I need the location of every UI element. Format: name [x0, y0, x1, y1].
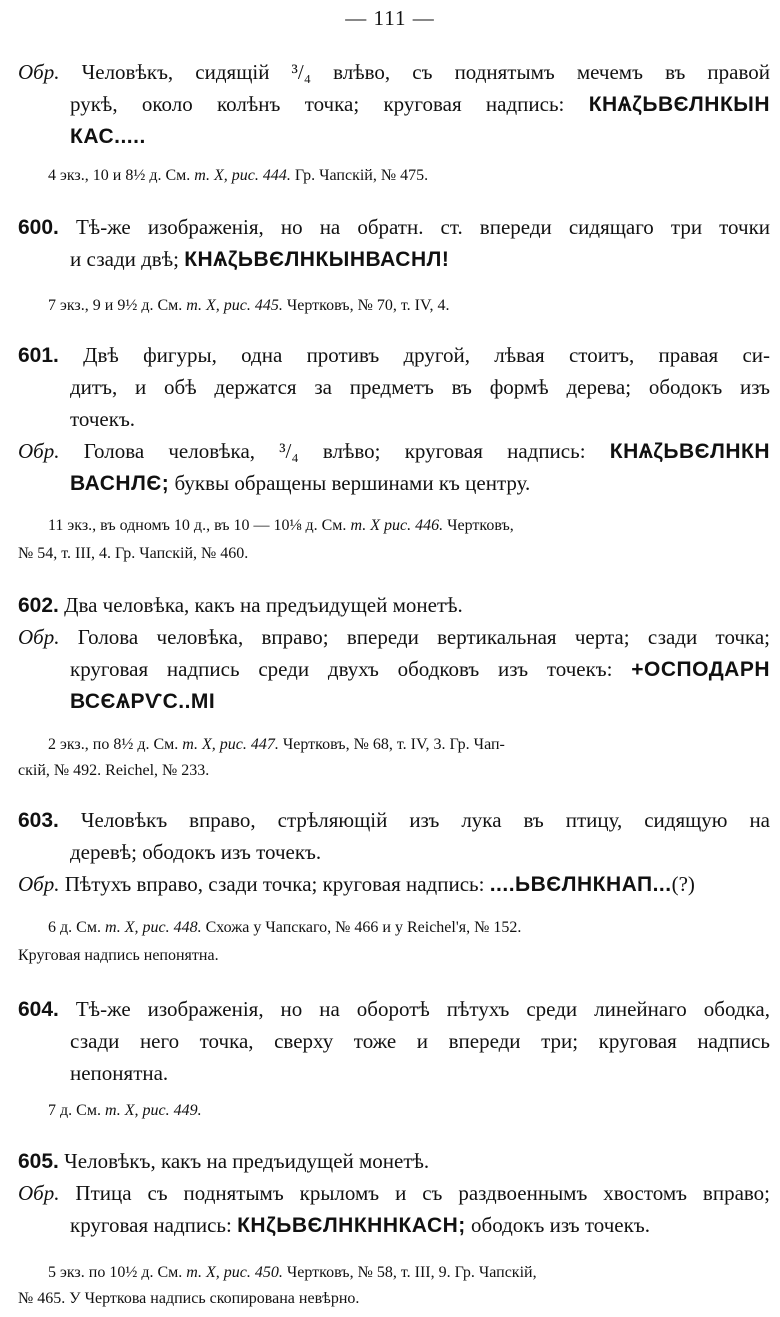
note-volume: т. X, [104, 919, 139, 936]
note-reference: № 54, т. III, 4. Гр. Чапскій, № 460. [18, 545, 249, 562]
entry-598-legend: КНѦζЬВЄЛНКЫН [588, 93, 770, 116]
entry-601-legend: КНѦζЬВЄЛНКН [609, 440, 770, 463]
note-figure: рис. 450. [223, 1264, 283, 1281]
entry-601-note [18, 512, 770, 540]
entry-601 [18, 339, 770, 499]
entry-602-text: Два человѣка, какъ на предъидущей монетѣ. [64, 593, 463, 617]
entry-605-note-2 [18, 1285, 770, 1313]
note-figure: рис. 448. [142, 919, 202, 936]
entry-598-legend-cont: КАС..... [70, 125, 146, 148]
note-volume: т. X, [186, 1264, 220, 1281]
entry-602-text-3: круговая надпись среди двухъ ободковъ изъ точекъ: [70, 657, 613, 681]
note-figure: рис. 444. [231, 167, 291, 184]
entry-number: 603. [18, 809, 59, 832]
note-text: 11 экз., въ одномъ 10 д., въ 10 — 10⅛ д. См. [48, 517, 347, 534]
note-reference: Чертковъ, № 58, т. III, 9. Гр. Чапскій, [286, 1264, 537, 1281]
entry-603-obverse-text: Пѣтухъ вправо, сзади точка; круговая надпись: [64, 872, 485, 896]
entry-603-legend: ....ЬВЄЛНКНАП... [489, 873, 672, 896]
entry-601-note-2 [18, 540, 770, 568]
note-figure: рис. 447. [219, 736, 279, 753]
note-figure: рис. 445. [223, 297, 283, 314]
entry-603-note [18, 914, 770, 942]
note-reference: № 465. У Черткова надпись скопирована невѣрно. [18, 1290, 360, 1307]
note-reference: Круговая надпись непонятна. [18, 947, 219, 964]
entry-603 [18, 804, 770, 900]
entry-603-note-2 [18, 942, 770, 970]
entry-605-text: Человѣкъ, какъ на предъидущей монетѣ. [64, 1149, 430, 1173]
entry-604-text: Тѣ-же изображенія, но на оборотѣ пѣтухъ среди линейнаго ободка, [75, 997, 770, 1021]
note-volume: т. X [350, 517, 380, 534]
note-figure: рис. 449. [142, 1102, 202, 1119]
entry-number: 604. [18, 998, 59, 1021]
entry-602-legend-cont: ВСЄѦРѴС..МІ [70, 690, 216, 713]
entry-number: 602. [18, 594, 59, 617]
entry-598-line-3 [18, 120, 770, 152]
note-text: 6 д. См. [48, 919, 101, 936]
entry-601-text-3: точекъ. [70, 407, 136, 431]
entry-601-text-2: дитъ, и обѣ держатся за предметъ въ формѣ дерева; ободокъ изъ [70, 375, 770, 399]
note-volume: т. X, [182, 736, 216, 753]
note-reference: Гр. Чапскій, № 475. [294, 167, 429, 184]
note-text: 2 экз., по 8½ д. См. [48, 736, 179, 753]
entry-603-query: (?) [671, 872, 695, 896]
entry-605 [18, 1145, 770, 1241]
entry-602-note [18, 731, 770, 759]
obverse-label: Обр. [18, 1181, 60, 1205]
entry-602-note-2 [18, 757, 770, 785]
entry-601-text-5: буквы обращены вершинами къ центру. [174, 471, 531, 495]
note-volume: т. X, [194, 167, 228, 184]
entry-600-line-2-text: и сзади двѣ; [70, 247, 179, 271]
entry-600-legend: КНѦζЬВЄЛНКЫНВАСНЛ! [184, 248, 450, 271]
entry-598-obverse-text: Человѣкъ, сидящій ³/₄ влѣво, съ поднятымъ мечемъ въ правой [81, 60, 770, 84]
entry-605-note [18, 1259, 770, 1287]
entry-600-text: Тѣ-же изображенія, но на обратн. ст. впереди сидящаго три точки [75, 215, 770, 239]
entry-600-note [18, 292, 770, 320]
entry-598-note [18, 162, 770, 190]
entry-598-line-2 [18, 88, 770, 120]
obverse-label: Обр. [18, 439, 60, 463]
entry-number: 600. [18, 216, 59, 239]
entry-602-obverse-text: Голова человѣка, вправо; впереди вертикальная черта; сзади точка; [77, 625, 770, 649]
note-figure: рис. 446. [383, 517, 444, 534]
entry-number: 605. [18, 1150, 59, 1173]
note-reference: скій, № 492. Reichel, № 233. [18, 762, 210, 779]
note-text: 7 экз., 9 и 9½ д. См. [48, 297, 183, 314]
entry-605-obverse-text: Птица съ поднятымъ крыломъ и съ раздвоеннымъ хвостомъ вправо; [75, 1181, 770, 1205]
entry-605-text-3b: ободокъ изъ точекъ. [471, 1213, 650, 1237]
page-number: — 111 — [345, 6, 435, 30]
entry-602-legend: +ОСПОДАРН [631, 658, 770, 681]
entry-600 [18, 211, 770, 275]
entry-598-line-1 [18, 56, 770, 88]
note-text: 5 экз. по 10½ д. См. [48, 1264, 183, 1281]
note-reference: Чертковъ, [447, 517, 514, 534]
note-text: 4 экз., 10 и 8½ д. См. [48, 167, 191, 184]
entry-604 [18, 993, 770, 1089]
note-volume: т. X, [104, 1102, 139, 1119]
entry-601-obverse-text: Голова человѣка, ³/₄ влѣво; круговая надпись: [83, 439, 586, 463]
note-reference: Схожа у Чапскаго, № 466 и у Reichel'я, № 152. [205, 919, 522, 936]
note-reference: Чертковъ, № 70, т. IV, 4. [286, 297, 450, 314]
obverse-label: Обр. [18, 625, 60, 649]
entry-598-line-2-text: рукѣ, около колѣнъ точка; круговая надпись: [70, 92, 565, 116]
entry-603-text: Человѣкъ вправо, стрѣляющій изъ лука въ птицу, сидящую на [80, 808, 770, 832]
entry-602 [18, 589, 770, 717]
entry-605-text-3a: круговая надпись: [70, 1213, 232, 1237]
entry-604-text-3: непонятна. [70, 1061, 169, 1085]
entry-605-legend: КНζЬВЄЛНКННКАСН; [237, 1214, 466, 1237]
note-text: 7 д. См. [48, 1102, 101, 1119]
note-reference: Чертковъ, № 68, т. IV, 3. Гр. Чап- [282, 736, 505, 753]
entry-601-legend-cont: ВАСНЛЄ; [70, 472, 170, 495]
entry-604-text-2: сзади него точка, сверху тоже и впереди три; круговая надпись [70, 1029, 770, 1053]
entry-601-text: Двѣ фигуры, одна противъ другой, лѣвая стоитъ, правая си- [83, 343, 770, 367]
entry-number: 601. [18, 344, 59, 367]
entry-604-note [18, 1097, 770, 1125]
obverse-label: Обр. [18, 872, 60, 896]
note-volume: т. X, [186, 297, 220, 314]
obverse-label: Обр. [18, 60, 60, 84]
entry-598 [18, 56, 770, 152]
entry-603-text-2: деревѣ; ободокъ изъ точекъ. [70, 840, 322, 864]
